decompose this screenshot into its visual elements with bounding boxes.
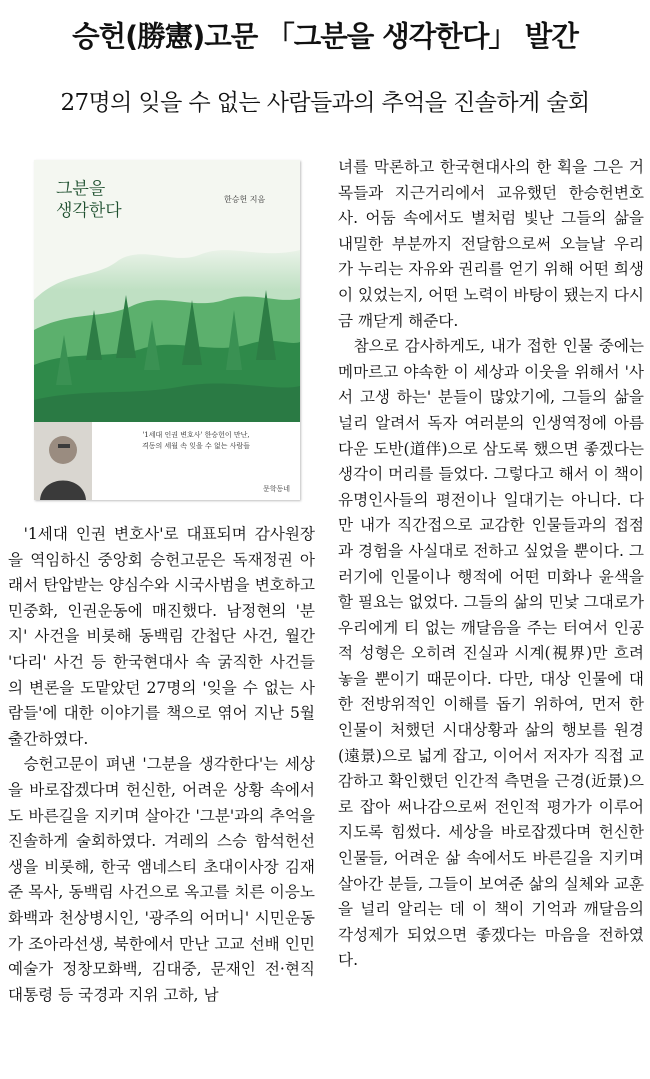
book-blurb: '1세대 인권 변호사' 한승헌이 만난, 격동의 세월 속 잊을 수 없는 사람들	[141, 431, 251, 450]
article-left-column	[8, 522, 315, 1008]
author-portrait-photo	[34, 422, 92, 500]
article-paragraph: 승헌고문이 펴낸 '그분을 생각한다'는 세상을 바로잡겠다며 헌신한, 어려운 상황 속에서도 바른길을 지키며 살아간 '그분'과의 추억을 진솔하게 술회하였다. 겨레의 스승 함석헌선생을 비롯해, 한국 앰네스티 초대이사장 김재준 목사, 동백림 사건으로 옥고를 치른 이응노화백과 천상병시인, '광주의 어머니' 시민운동가 조아라선생, 북한에서 만난 고교 선배 인민예술가 정창모화백, 김대중, 문재인 전·현직 대통령 등 국경과 지위 고하, 남	[8, 755, 315, 1004]
book-cover-image	[34, 160, 300, 500]
article-paragraph: 참으로 감사하게도, 내가 접한 인물 중에는 메마르고 야속한 이 세상과 이웃을 위해서 '사서 고생 하는' 분들이 많았기에, 그들의 삶을 널리 알려서 독자 여러분의 인생역정에 아름다운 도반(道伴)으로 삼도록 했으면 좋겠다는 생각이 머리를 들었다. 그렇다고 해서 이 책이 유명인사들의 평전이나 일대기는 아니다. 다만 내가 직간접으로 교감한 인물들과의 접점과 경험을 사실대로 전하고 싶었을 뿐이다. 그러기에 인물이나 행적에 어떤 미화나 윤색을 할 필요는 없었다. 그들의 삶의 민낯 그대로가 우리에게 티 없는 깨달음을 주는 터여서 인공적 성형은 오히려 진실과 시계(視界)만 흐려놓을 뿐이기 때문이다. 다만, 대상 인물에 대한 전방위적인 이해를 돕기 위하여, 먼저 한 인물이 처했던 시대상황과 삶의 행보를 원경(遠景)으로 넓게 잡고, 이어서 저자가 직접 교감하고 확인했던 인간적 측면을 근경(近景)으로 잡아 써나감으로써 전인적 평가가 이루어지도록 힘썼다. 세상을 바로잡겠다며 헌신한 인물들, 어려운 삶 속에서도 바른길을 지키며 살아간 분들, 그들이 보여준 삶의 실체와 교훈을 널리 알리는 데 이 책이 기억과 깨달음의 각성제가 되었으면 좋겠다는 마음을 전하였다.	[338, 337, 644, 970]
article-right-column	[338, 155, 644, 974]
article-paragraph: '1세대 인권 변호사'로 대표되며 감사원장을 역임하신 중앙회 승헌고문은 독재정권 아래서 탄압받는 양심수와 시국사범을 변호하고 민중화, 인권운동에 매진했다. 남정현의 '분지' 사건을 비롯해 동백림 간첩단 사건, 월간 '다리' 사건 등 한국현대사 속 굵직한 사건들의 변론을 도맡았던 27명의 '잊을 수 없는 사람들'에 대한 이야기를 책으로 엮어 지난 5월 출간하였다.	[8, 525, 315, 748]
book-author: 한승헌 지음	[224, 195, 266, 204]
article-paragraph: 녀를 막론하고 한국현대사의 한 획을 그은 거목들과 지근거리에서 교유했던 한승헌변호사. 어둠 속에서도 별처럼 빛난 그들의 삶을 내밀한 부분까지 전달함으로써 오늘날 우리가 누리는 자유와 권리를 얻기 위해 어떤 희생이 있었는지, 어떤 노력이 바탕이 됐는지 다시금 깨닫게 해준다.	[338, 158, 644, 330]
book-title: 그분을 생각한다	[56, 179, 122, 221]
book-publisher: 문학동네	[262, 485, 290, 493]
subheadline: 27명의 잊을 수 없는 사람들과의 추억을 진솔하게 술회	[60, 90, 590, 116]
headline: 승헌(勝憲)고문 「그분을 생각한다」 발간	[72, 20, 578, 53]
book-cover-lower-band	[34, 422, 300, 500]
